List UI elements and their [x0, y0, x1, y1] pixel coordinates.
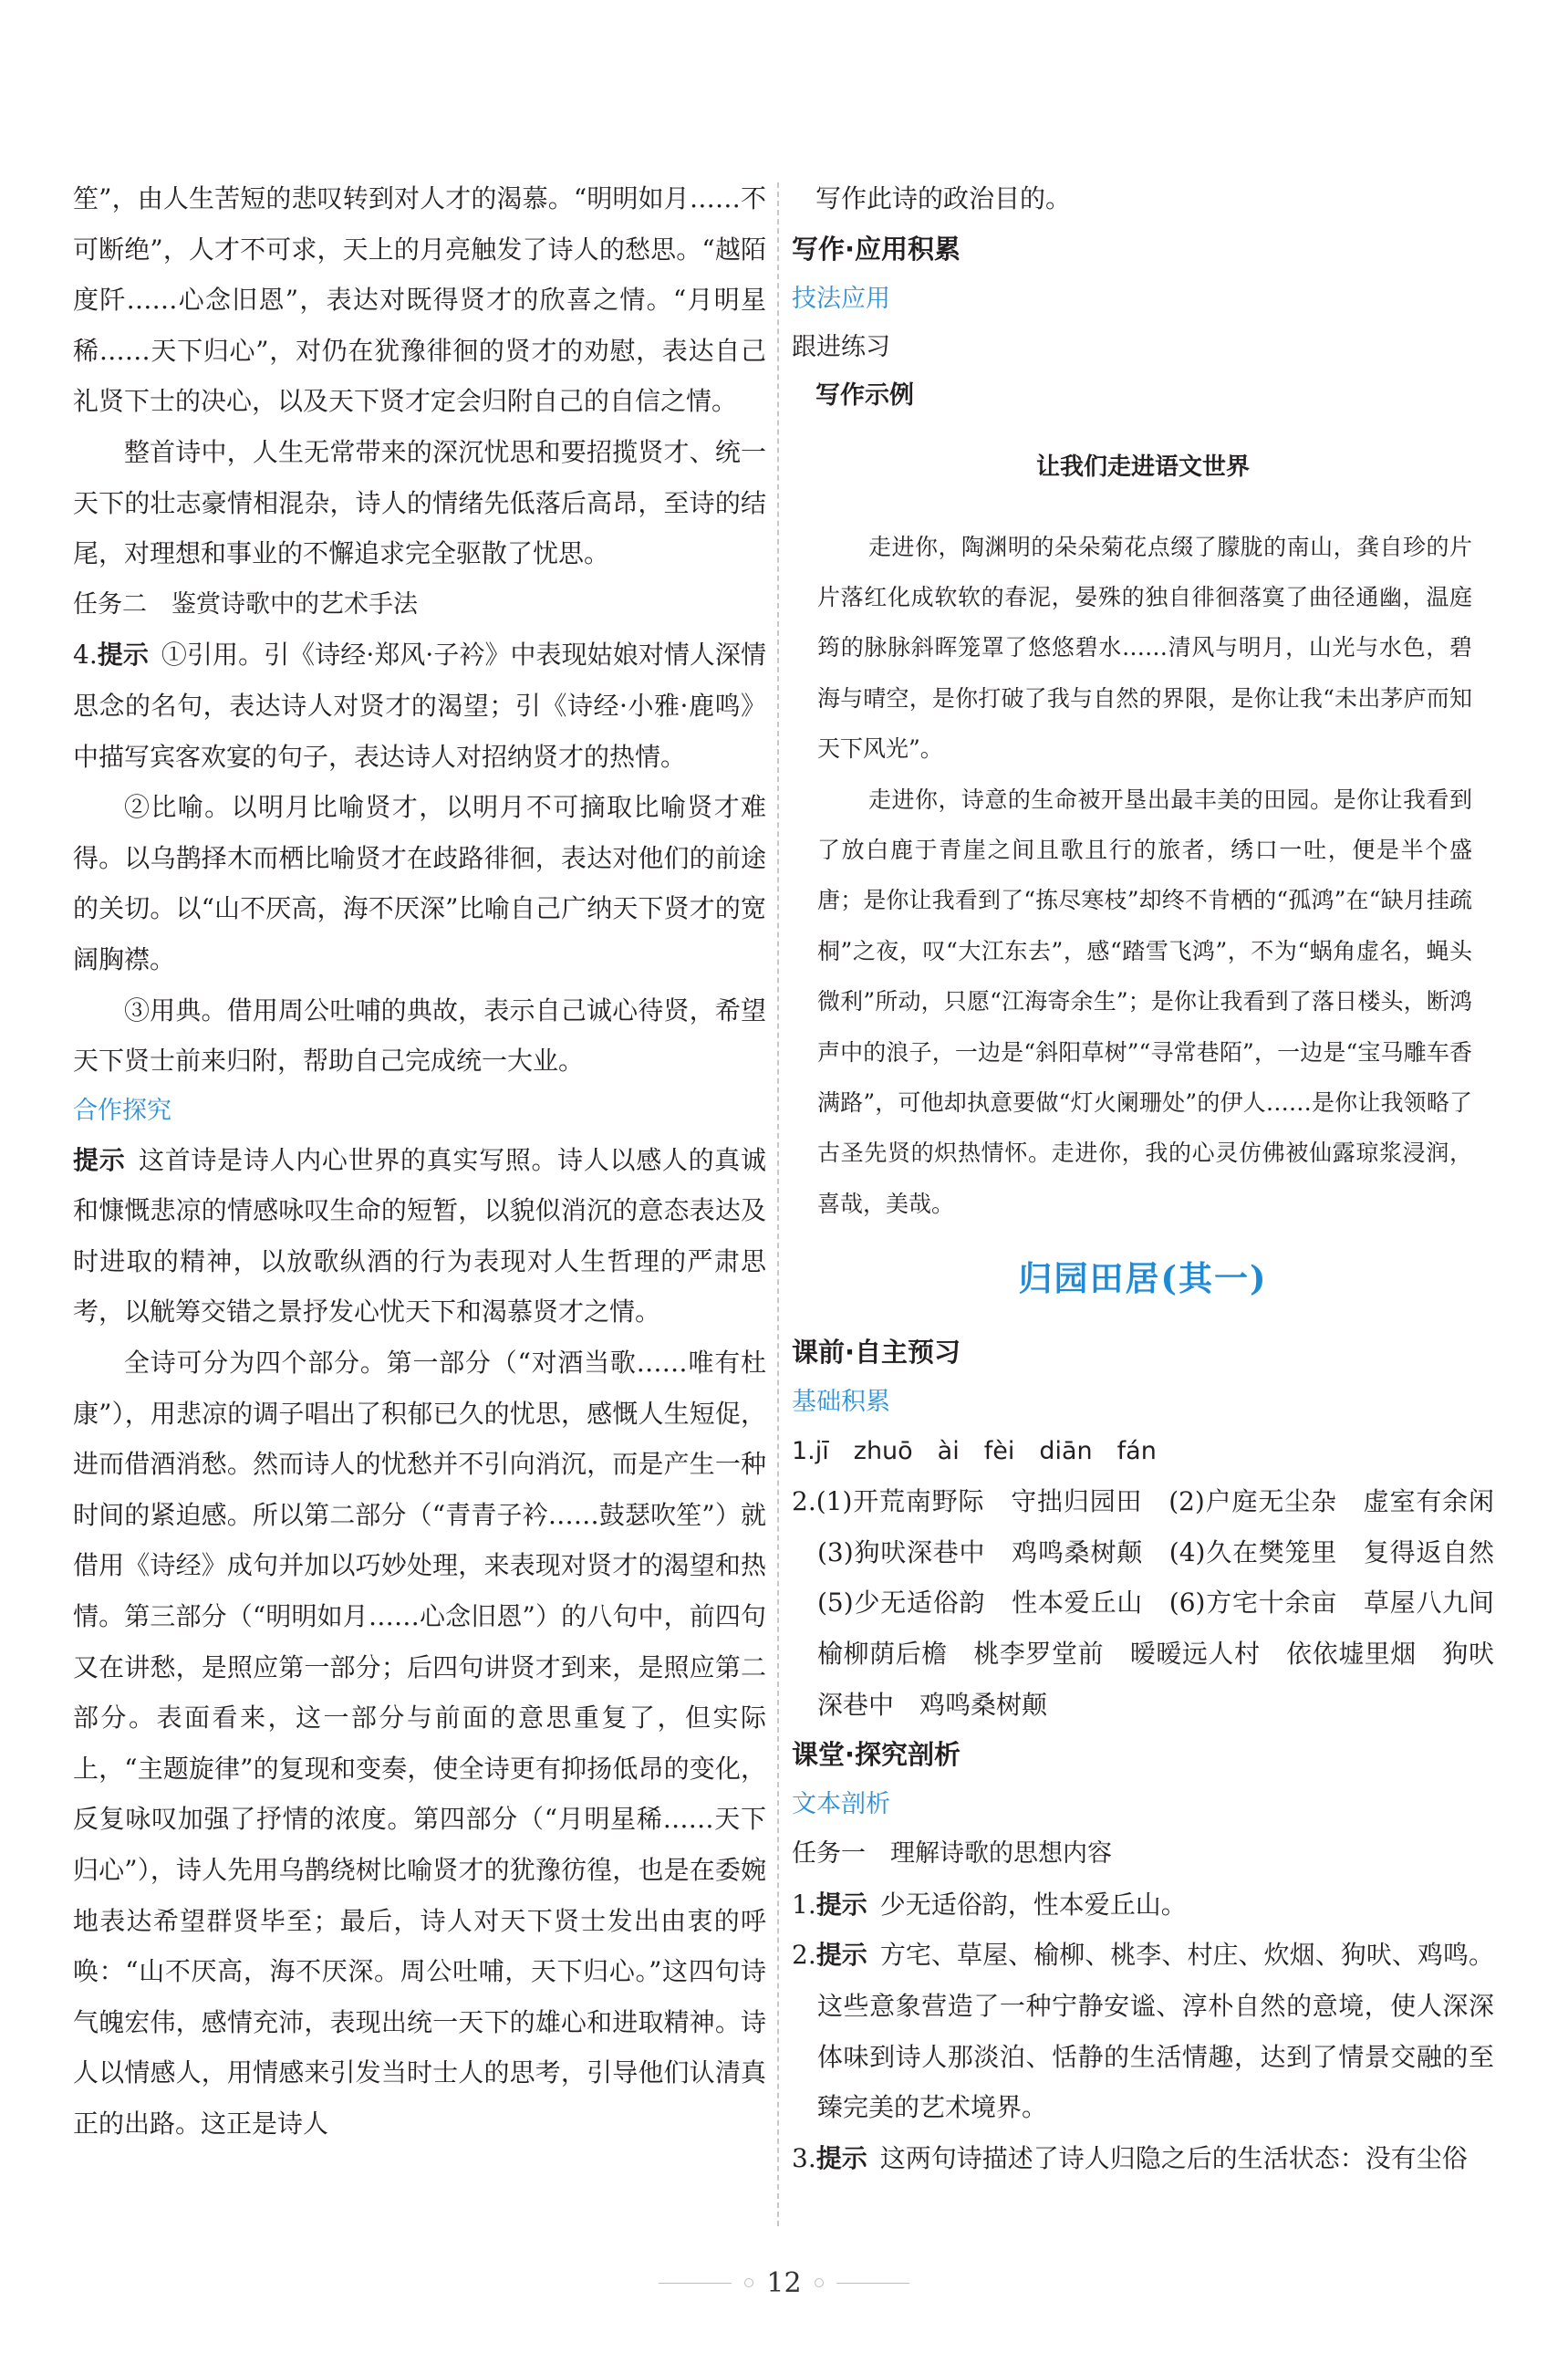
item-4-allusion: ③用典。借用周公吐哺的典故，表示自己诚心待贤，希望天下贤士前来归附，帮助自己完成统一大业。: [73, 994, 766, 1077]
right-column: [792, 173, 1521, 2183]
q1-number: 1.: [792, 1437, 815, 1466]
a3-number: 3.: [792, 2142, 816, 2173]
essay-title: 让我们走进语文世界: [1035, 453, 1250, 481]
footer-rule-left: [659, 2283, 732, 2284]
page-footer: [0, 2265, 1568, 2301]
a3-text: 这两句诗描述了诗人归隐之后的生活状态：没有尘俗: [879, 2142, 1468, 2173]
task-two-heading: 任务二 鉴赏诗歌中的艺术手法: [73, 589, 418, 619]
a1-number: 1.: [792, 1889, 816, 1920]
left-paragraph-summary: 整首诗中，人生无常带来的深沉忧思和要招揽贤才、统一天下的壮志豪情相混杂，诗人的情绪先低落后高昂，至诗的结尾，对理想和事业的不懈追求完全驱散了忧思。: [73, 436, 766, 569]
basic-accumulation-heading: 基础积累: [792, 1388, 890, 1417]
item-4-metaphor: ②比喻。以明月比喻贤才，以明月不可摘取比喻贤才难得。以乌鹊择木而栖比喻贤才在歧路徘徊，表达对他们的前途的关切。以“山不厌高，海不厌深”比喻自己广纳天下贤才的宽阔胸襟。: [73, 792, 766, 974]
q2-text: (1)开荒南野际 守拙归园田 (2)户庭无尘杂 虚室有余闲 (3)狗吠深巷中 鸡鸣桑树颠 (4)久在樊笼里 复得返自然 (5)少无适俗韵 性本爱丘山 (6)方宅十余亩 草屋八九间 榆柳荫后檐 桃李罗堂前 暧暧远人村 依依墟里烟 狗吠深巷中 鸡鸣桑树颠: [815, 1486, 1521, 1720]
footer-rule-right: [836, 2283, 909, 2284]
answer-3: [792, 2133, 1494, 2184]
a2-hint-label: 提示: [815, 1940, 867, 1971]
a1-text: 少无适俗韵，性本爱丘山。: [879, 1889, 1187, 1920]
q1-answers: jī zhuō ài fèi diān fán: [815, 1437, 1157, 1466]
a1-hint-label: 提示: [815, 1889, 867, 1920]
a2-text: 方宅、草屋、榆柳、桃李、村庄、炊烟、狗吠、鸡鸣。这些意象营造了一种宁静安谧、淳朴自然的意境，使人深深体味到诗人那淡泊、恬静的生活情趣，达到了情景交融的至臻完美的艺术境界。: [817, 1940, 1494, 2123]
preview-section-heading: 课前·自主预习: [792, 1337, 961, 1369]
writing-section-heading: 写作·应用积累: [792, 233, 961, 265]
essay-paragraph-2: 走进你，诗意的生命被开垦出最丰美的田园。是你让我看到了放白鹿于青崖之间且歌且行的旅者，绣口一吐，便是半个盛唐；是你让我看到了“拣尽寒枝”却终不肯栖的“孤鸿”在“缺月挂疏桐”之夜，叹“大江东去”，感“踏雪飞鸿”，不为“蜗角虚名，蝇头微利”所动，只愿“江海寄余生”；是你让我看到了落日楼头，断鸿声中的浪子，一边是“斜阳草树”“寻常巷陌”，一边是“宝马雕车香满路”，可他却执意要做“灯火阑珊处”的伊人……是你让我领略了古圣先贤的炽热情怀。走进你，我的心灵仿佛被仙露琼浆浸润，喜哉，美哉。: [817, 786, 1472, 1217]
cooperative-text: 这首诗是诗人内心世界的真实写照。诗人以感人的真诚和慷慨悲凉的情感咏叹生命的短暂，以貌似消沉的意态表达及时进取的精神，以放歌纵酒的行为表现对人生哲理的严肃思考，以觥筹交错之景抒发心忧天下和渴慕贤才之情。: [73, 1144, 766, 1328]
classroom-section-heading: 课堂·探究剖析: [792, 1739, 961, 1771]
answer-2: [792, 1930, 1494, 2132]
left-paragraph-continued: 笙”，由人生苦短的悲叹转到对人才的渴慕。“明明如月……不可断绝”，人才不可求，天上的月亮触发了诗人的愁思。“越陌度阡……心念旧恩”，表达对既得贤才的欣喜之情。“月明星稀……天下归心”，对仍在犹豫徘徊的贤才的劝慰，表达自己礼贤下士的决心，以及天下贤才定会归附自己的自信之情。: [73, 183, 766, 417]
a3-hint-label: 提示: [815, 2142, 867, 2173]
structure-analysis-paragraph: 全诗可分为四个部分。第一部分（“对酒当歌……唯有杜康”），用悲凉的调子唱出了积郁已久的忧思，感慨人生短促，进而借酒消愁。然而诗人的忧愁并不引向消沉，而是产生一种时间的紧迫感。所以第二部分（“青青子衿……鼓瑟吹笙”）就借用《诗经》成句并加以巧妙处理，来表现对贤才的渴望和热情。第三部分（“明明如月……心念旧恩”）的八句中，前四句又在讲愁，是照应第一部分；后四句讲贤才到来，是照应第二部分。表面看来，这一部分与前面的意思重复了，但实际上，“主题旋律”的复现和变奏，使全诗更有抑扬低昂的变化，反复咏叹加强了抒情的浓度。第四部分（“月明星稀……天下归心”），诗人先用乌鹊绕树比喻贤才的犹豫彷徨，也是在委婉地表达希望群贤毕至；最后，诗人对天下贤士发出由衷的呼唤：“山不厌高，海不厌深。周公吐哺，天下归心。”这四句诗气魄宏伟，感情充沛，表现出统一天下的雄心和进取精神。诗人以情感人，用情感来引发当时士人的思考，引导他们认清真正的出路。这正是诗人: [73, 1348, 766, 2139]
item-4-hint-label: 提示: [97, 640, 149, 671]
item-4-number: 4.: [73, 640, 98, 671]
page-number: 12: [766, 2266, 802, 2299]
left-column: [73, 173, 766, 2150]
skill-application-heading: 技法应用: [792, 284, 890, 313]
a2-number: 2.: [792, 1940, 816, 1971]
poem-title: 归园田居(其一): [1018, 1258, 1268, 1299]
item-4: [73, 630, 766, 782]
cooperative-hint-label: 提示: [73, 1144, 126, 1175]
follow-up-practice: 跟进练习: [792, 332, 890, 361]
right-continued-text: 写作此诗的政治目的。: [815, 183, 1072, 213]
footer-dot-right: [815, 2278, 824, 2287]
footer-dot-left: [744, 2278, 753, 2287]
question-1-pinyin: [792, 1426, 1494, 1476]
writing-example-label: 写作示例: [815, 380, 914, 410]
essay-paragraph-1: 走进你，陶渊明的朵朵菊花点缀了朦胧的南山，龚自珍的片片落红化成软软的春泥，晏殊的独自徘徊落寞了曲径通幽，温庭筠的脉脉斜晖笼罩了悠悠碧水……清风与明月，山光与水色，碧海与晴空，是你打破了我与自然的界限，是你让我“未出茅庐而知天下风光”。: [817, 533, 1472, 763]
task-one-heading: 任务一 理解诗歌的思想内容: [792, 1839, 1112, 1869]
q2-number: 2.: [792, 1486, 816, 1517]
answer-1: [792, 1879, 1494, 1931]
item-4-text: ①引用。引《诗经·郑风·子衿》中表现姑娘对情人深情思念的名句，表达诗人对贤才的渴望；引《诗经·小雅·鹿鸣》中描写宾客欢宴的句子，表达诗人对招纳贤才的热情。: [73, 640, 766, 772]
question-2-answers: [792, 1476, 1521, 1730]
cooperative-inquiry-heading: 合作探究: [73, 1096, 171, 1125]
cooperative-inquiry-paragraph: [73, 1135, 766, 1338]
text-analysis-heading: 文本剖析: [792, 1790, 890, 1819]
column-divider: [777, 182, 779, 2226]
